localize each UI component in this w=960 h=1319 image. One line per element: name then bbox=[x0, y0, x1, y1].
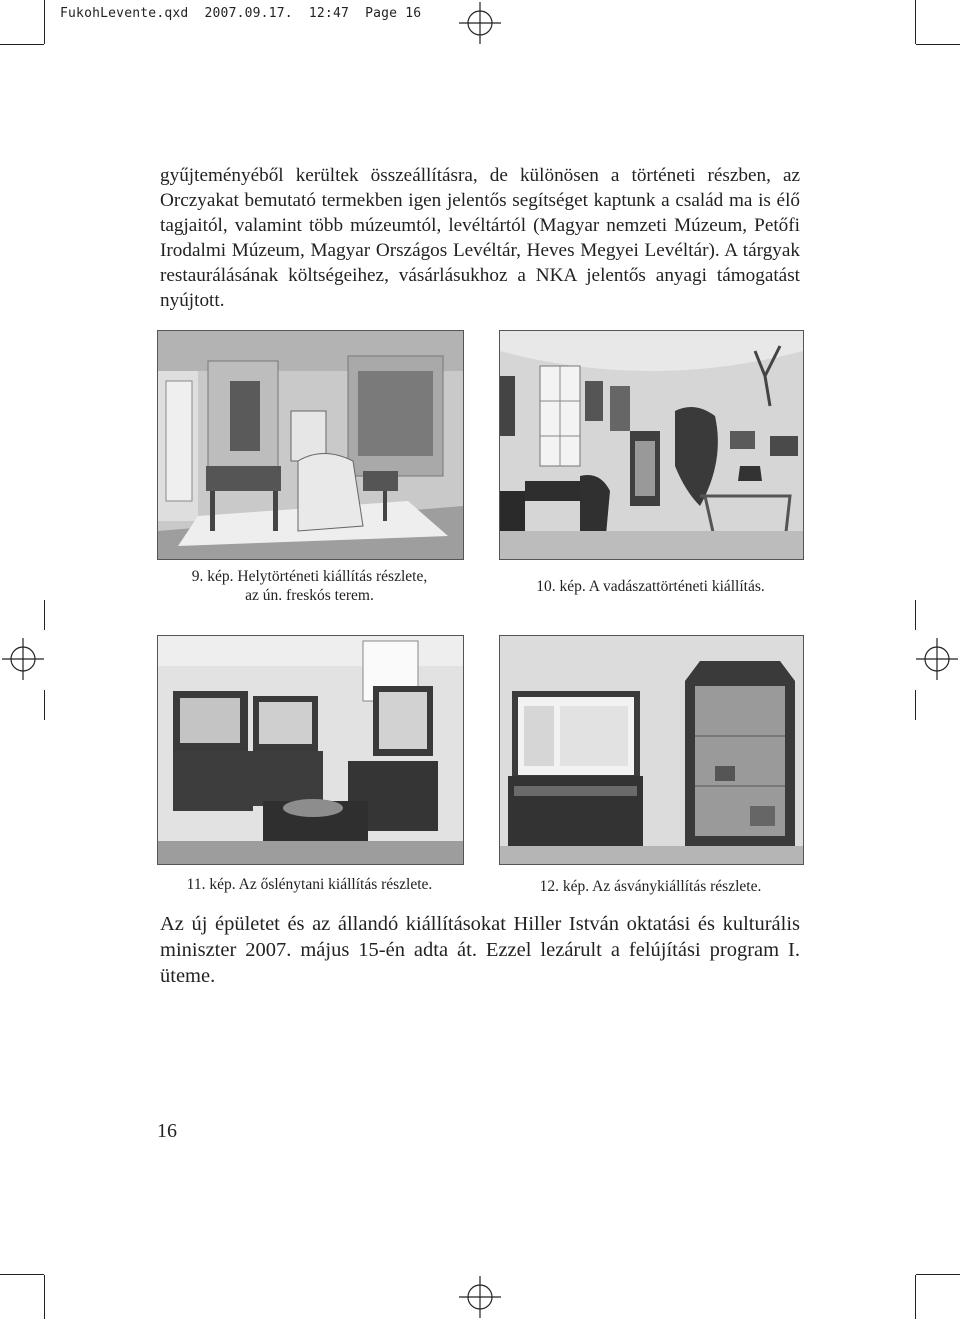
registration-mark-icon bbox=[2, 638, 44, 680]
crop-mark-icon bbox=[44, 0, 45, 44]
crop-mark-icon bbox=[0, 1274, 44, 1275]
closing-paragraph: Az új épületet és az állandó kiállításokat Hiller István oktatási és kulturális miniszter 2007. május 15-én adta át. Ezzel lezárult a felújítási program I. üteme. bbox=[160, 913, 800, 987]
photo-mineral-exhibit bbox=[499, 635, 804, 865]
photo-fresco-room bbox=[157, 330, 464, 560]
registration-mark-icon bbox=[459, 2, 501, 44]
slug-time: 12:47 bbox=[308, 6, 349, 21]
caption-line: az ún. freskós terem. bbox=[245, 587, 374, 604]
caption-line: 10. kép. A vadászattörténeti kiállítás. bbox=[536, 578, 765, 595]
figure-caption-10 bbox=[499, 577, 802, 596]
intro-paragraph: gyűjteményéből kerültek összeállításra, de különösen a történeti részben, az Orczyakat bemutató termekben igen jelentős segítséget kaptunk a család ma is élő tagjaitól, valamint több múzeumtól, levéltártól (Magyar nemzeti Múzeum, Petőfi Irodalmi Múzeum, Magyar Országos Levéltár, Heves Megyei Levéltár). A tárgyak restaurálásának költségeihez, vásárlásukhoz a NKA jelentős anyagi támogatást nyújtott. bbox=[160, 165, 800, 311]
caption-line: 12. kép. Az ásványkiállítás részlete. bbox=[539, 878, 762, 895]
figure-caption-11 bbox=[157, 875, 462, 894]
caption-line: 11. kép. Az őslénytani kiállítás részlete. bbox=[186, 876, 433, 893]
caption-line: 9. kép. Helytörténeti kiállítás részlete, bbox=[191, 568, 428, 585]
crop-mark-icon bbox=[916, 1274, 960, 1275]
photo-paleontology-exhibit bbox=[157, 635, 464, 865]
crop-mark-icon bbox=[44, 600, 45, 630]
figure-caption-12 bbox=[499, 877, 802, 896]
registration-mark-icon bbox=[916, 638, 958, 680]
crop-mark-icon bbox=[915, 690, 916, 720]
crop-mark-icon bbox=[916, 44, 960, 45]
figure-caption-9 bbox=[157, 567, 462, 605]
crop-mark-icon bbox=[915, 0, 916, 44]
page-number: 16 bbox=[157, 1120, 177, 1142]
crop-mark-icon bbox=[0, 44, 44, 45]
photo-hunting-exhibit bbox=[499, 330, 804, 560]
slug-filename: FukohLevente.qxd bbox=[60, 6, 189, 21]
crop-mark-icon bbox=[915, 1275, 916, 1319]
registration-mark-icon bbox=[459, 1276, 501, 1318]
crop-mark-icon bbox=[44, 690, 45, 720]
slug-page: Page 16 bbox=[365, 6, 422, 21]
crop-mark-icon bbox=[915, 600, 916, 630]
crop-mark-icon bbox=[44, 1275, 45, 1319]
slug-date: 2007.09.17. bbox=[204, 6, 293, 21]
print-slug bbox=[60, 6, 421, 21]
